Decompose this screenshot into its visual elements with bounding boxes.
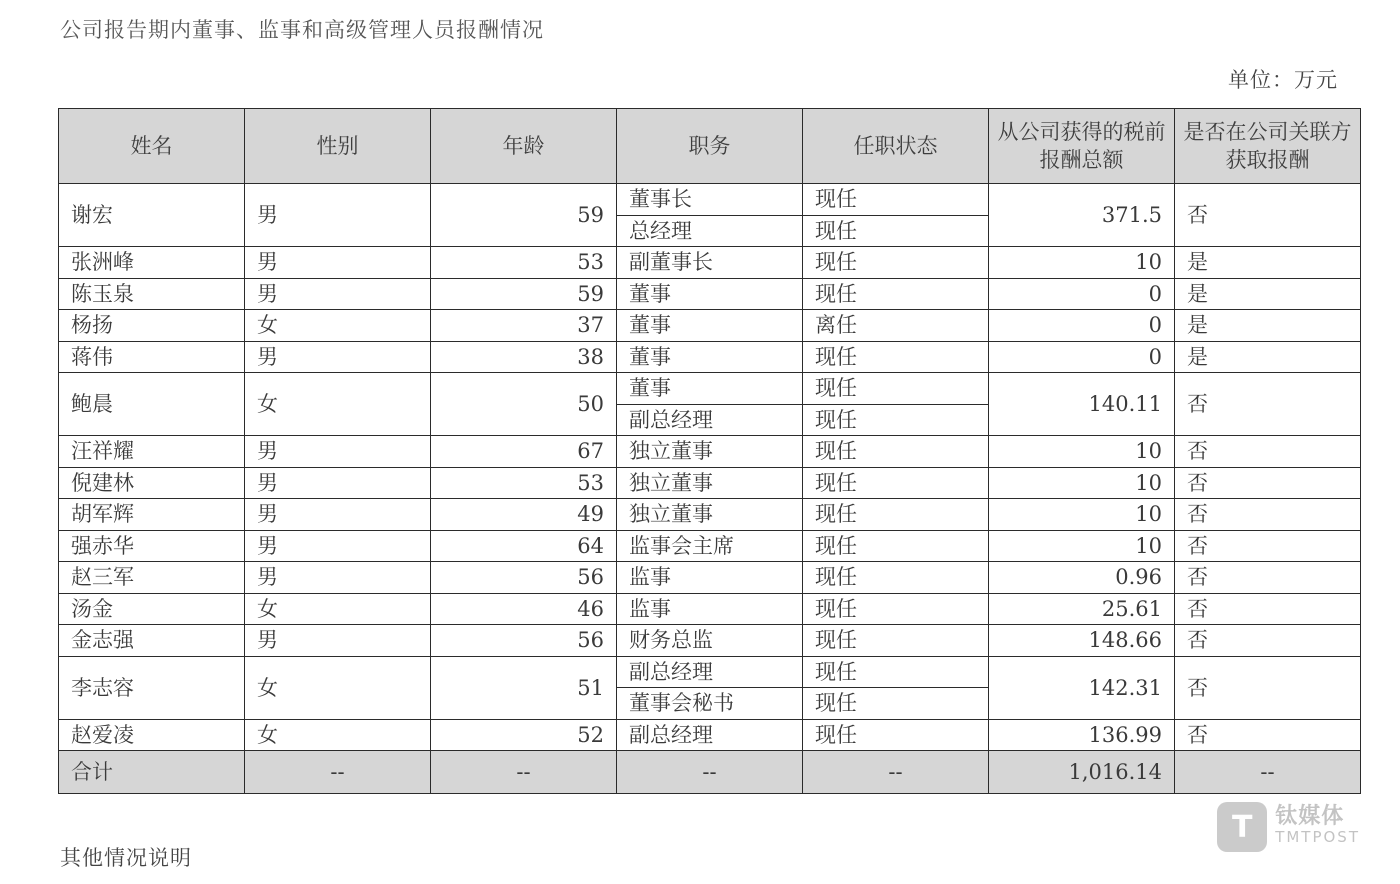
cell-age: 46 — [431, 593, 617, 625]
cell-related: 是 — [1175, 341, 1361, 373]
total-label: 合计 — [59, 751, 245, 794]
cell-name: 蒋伟 — [59, 341, 245, 373]
cell-pay: 10 — [989, 247, 1175, 279]
cell-related: 否 — [1175, 656, 1361, 719]
cell-status: 现任 — [803, 373, 989, 405]
cell-status: 现任 — [803, 499, 989, 531]
header-pay: 从公司获得的税前报酬总额 — [989, 109, 1175, 184]
header-position: 职务 — [617, 109, 803, 184]
table-row — [59, 373, 1361, 405]
cell-name: 胡军辉 — [59, 499, 245, 531]
watermark-text — [1275, 804, 1360, 847]
cell-gender: 女 — [245, 656, 431, 719]
header-age: 年龄 — [431, 109, 617, 184]
table-row — [59, 625, 1361, 657]
cell-related: 否 — [1175, 373, 1361, 436]
total-related: -- — [1175, 751, 1361, 794]
total-status: -- — [803, 751, 989, 794]
cell-status: 离任 — [803, 310, 989, 342]
total-position: -- — [617, 751, 803, 794]
cell-age: 53 — [431, 247, 617, 279]
cell-status: 现任 — [803, 404, 989, 436]
table-row — [59, 467, 1361, 499]
table-row — [59, 436, 1361, 468]
cell-position: 独立董事 — [617, 436, 803, 468]
cell-position: 独立董事 — [617, 467, 803, 499]
cell-status: 现任 — [803, 184, 989, 216]
page-title: 公司报告期内董事、监事和高级管理人员报酬情况 — [60, 18, 544, 42]
table-row — [59, 656, 1361, 688]
cell-related: 否 — [1175, 625, 1361, 657]
cell-position: 董事 — [617, 341, 803, 373]
cell-position: 监事 — [617, 562, 803, 594]
cell-status: 现任 — [803, 247, 989, 279]
table-row — [59, 184, 1361, 216]
cell-related: 是 — [1175, 247, 1361, 279]
table-body — [59, 184, 1361, 794]
cell-status: 现任 — [803, 562, 989, 594]
cell-position: 董事 — [617, 278, 803, 310]
table-row — [59, 247, 1361, 279]
cell-pay: 148.66 — [989, 625, 1175, 657]
cell-pay: 0 — [989, 278, 1175, 310]
cell-related: 否 — [1175, 530, 1361, 562]
cell-age: 52 — [431, 719, 617, 751]
cell-name: 赵三军 — [59, 562, 245, 594]
cell-age: 56 — [431, 562, 617, 594]
cell-gender: 男 — [245, 467, 431, 499]
cell-gender: 女 — [245, 719, 431, 751]
cell-position: 董事长 — [617, 184, 803, 216]
table-row — [59, 562, 1361, 594]
table-row — [59, 719, 1361, 751]
table-row — [59, 530, 1361, 562]
table-header-row — [59, 109, 1361, 184]
cell-pay: 10 — [989, 530, 1175, 562]
cell-position: 独立董事 — [617, 499, 803, 531]
cell-related: 否 — [1175, 436, 1361, 468]
cell-gender: 男 — [245, 247, 431, 279]
footer-note: 其他情况说明 — [60, 846, 192, 870]
cell-name: 赵爱凌 — [59, 719, 245, 751]
cell-age: 64 — [431, 530, 617, 562]
cell-age: 59 — [431, 184, 617, 247]
total-gender: -- — [245, 751, 431, 794]
table-row — [59, 278, 1361, 310]
cell-status: 现任 — [803, 688, 989, 720]
cell-gender: 女 — [245, 310, 431, 342]
cell-status: 现任 — [803, 656, 989, 688]
cell-age: 56 — [431, 625, 617, 657]
header-status: 任职状态 — [803, 109, 989, 184]
cell-pay: 10 — [989, 467, 1175, 499]
cell-name: 张洲峰 — [59, 247, 245, 279]
cell-pay: 0.96 — [989, 562, 1175, 594]
cell-age: 50 — [431, 373, 617, 436]
cell-name: 汪祥耀 — [59, 436, 245, 468]
cell-position: 副董事长 — [617, 247, 803, 279]
header-gender: 性别 — [245, 109, 431, 184]
watermark-en: TMTPOST — [1275, 828, 1360, 846]
total-row — [59, 751, 1361, 794]
cell-name: 汤金 — [59, 593, 245, 625]
cell-gender: 女 — [245, 373, 431, 436]
cell-status: 现任 — [803, 341, 989, 373]
cell-pay: 371.5 — [989, 184, 1175, 247]
cell-status: 现任 — [803, 719, 989, 751]
cell-name: 陈玉泉 — [59, 278, 245, 310]
cell-gender: 男 — [245, 436, 431, 468]
cell-gender: 男 — [245, 184, 431, 247]
cell-name: 谢宏 — [59, 184, 245, 247]
cell-position: 副总经理 — [617, 656, 803, 688]
cell-pay: 142.31 — [989, 656, 1175, 719]
watermark — [1217, 802, 1360, 852]
cell-related: 否 — [1175, 562, 1361, 594]
compensation-table — [58, 108, 1361, 794]
watermark-cn: 钛媒体 — [1275, 804, 1345, 829]
cell-status: 现任 — [803, 625, 989, 657]
cell-position: 董事会秘书 — [617, 688, 803, 720]
cell-status: 现任 — [803, 467, 989, 499]
cell-pay: 25.61 — [989, 593, 1175, 625]
cell-gender: 男 — [245, 625, 431, 657]
cell-pay: 10 — [989, 436, 1175, 468]
cell-related: 否 — [1175, 593, 1361, 625]
cell-related: 否 — [1175, 467, 1361, 499]
cell-position: 副总经理 — [617, 719, 803, 751]
cell-related: 否 — [1175, 499, 1361, 531]
cell-age: 59 — [431, 278, 617, 310]
cell-gender: 男 — [245, 341, 431, 373]
cell-related: 否 — [1175, 719, 1361, 751]
cell-status: 现任 — [803, 278, 989, 310]
cell-name: 李志容 — [59, 656, 245, 719]
cell-pay: 0 — [989, 310, 1175, 342]
cell-related: 是 — [1175, 310, 1361, 342]
cell-status: 现任 — [803, 215, 989, 247]
header-name: 姓名 — [59, 109, 245, 184]
cell-age: 37 — [431, 310, 617, 342]
table-row — [59, 593, 1361, 625]
cell-age: 51 — [431, 656, 617, 719]
cell-gender: 男 — [245, 562, 431, 594]
cell-position: 监事 — [617, 593, 803, 625]
cell-name: 金志强 — [59, 625, 245, 657]
cell-gender: 男 — [245, 278, 431, 310]
total-age: -- — [431, 751, 617, 794]
table-row — [59, 499, 1361, 531]
cell-age: 49 — [431, 499, 617, 531]
cell-related: 是 — [1175, 278, 1361, 310]
header-related: 是否在公司关联方获取报酬 — [1175, 109, 1361, 184]
cell-name: 强赤华 — [59, 530, 245, 562]
cell-status: 现任 — [803, 530, 989, 562]
table-row — [59, 310, 1361, 342]
cell-position: 副总经理 — [617, 404, 803, 436]
cell-position: 财务总监 — [617, 625, 803, 657]
cell-pay: 10 — [989, 499, 1175, 531]
cell-position: 总经理 — [617, 215, 803, 247]
cell-gender: 男 — [245, 530, 431, 562]
cell-gender: 男 — [245, 499, 431, 531]
cell-pay: 140.11 — [989, 373, 1175, 436]
cell-name: 鲍晨 — [59, 373, 245, 436]
cell-position: 董事 — [617, 373, 803, 405]
cell-gender: 女 — [245, 593, 431, 625]
cell-position: 董事 — [617, 310, 803, 342]
cell-age: 38 — [431, 341, 617, 373]
cell-age: 67 — [431, 436, 617, 468]
cell-name: 杨扬 — [59, 310, 245, 342]
table-row — [59, 341, 1361, 373]
tmtpost-logo-icon: T — [1217, 802, 1267, 852]
cell-pay: 136.99 — [989, 719, 1175, 751]
cell-status: 现任 — [803, 436, 989, 468]
total-pay: 1,016.14 — [989, 751, 1175, 794]
cell-status: 现任 — [803, 593, 989, 625]
cell-pay: 0 — [989, 341, 1175, 373]
unit-label: 单位：万元 — [1228, 68, 1338, 92]
cell-related: 否 — [1175, 184, 1361, 247]
cell-name: 倪建林 — [59, 467, 245, 499]
cell-age: 53 — [431, 467, 617, 499]
cell-position: 监事会主席 — [617, 530, 803, 562]
